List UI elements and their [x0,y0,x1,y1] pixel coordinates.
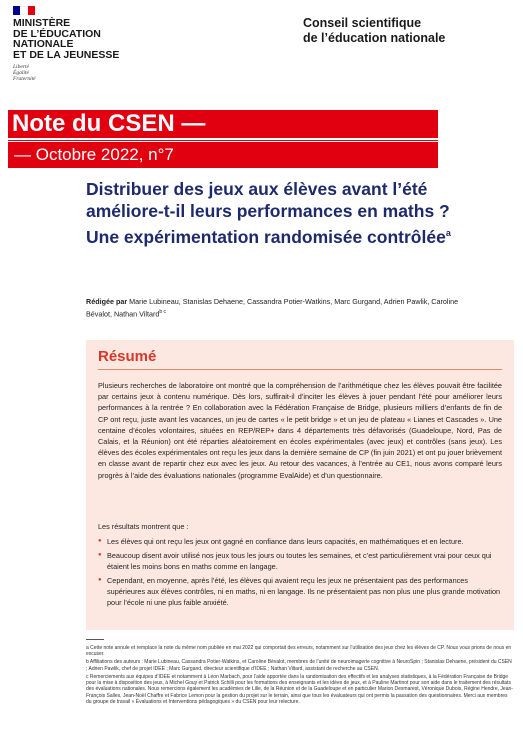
banner-divider [8,140,438,141]
french-flag-icon [13,6,35,15]
flag-blue-stripe [13,6,20,15]
result-item: ● Les élèves qui ont reçu les jeux ont gagné en confiance dans leurs capacités, en mathématiques et en lecture. [98,536,502,547]
article-authors [86,296,486,319]
summary-box [86,340,514,630]
republic-motto: Liberté Égalité Fraternité [13,64,36,83]
authors-footnote-ref: b c [159,309,167,315]
article-title-text: Distribuer des jeux aux élèves avant l’été améliore-t-il leurs performances en maths ? Une expérimentation randomisée contrôlée [86,179,450,247]
page-header [0,0,523,100]
note-banner [0,110,523,170]
note-title: Note du CSEN — [8,110,438,138]
footnotes [86,645,514,707]
results-list [98,536,502,611]
note-date: — Octobre 2022, n°7 [8,142,438,168]
article-title [86,178,486,248]
footnote-a: a Cette note annule et remplace la note du même nom publiée en mai 2022 qui comportait des erreurs, notamment sur l’utilisation des jeux chez les élèves de CP. Nous vous prions de nous en excuser. [86,645,512,658]
authors-prefix: Rédigée par [86,297,128,306]
results-intro: Les résultats montrent que : [98,522,189,531]
summary-body: Plusieurs recherches de laboratoire ont montré que la compréhension de l’arithmétique chez les élèves pouvait être facilitée par certains jeux à contenu numérique. Dès lors, suffirait-il d’inciter les élèves à jouer pendant l’été pour améliorer leurs performances à la rentrée ? En collaboration avec la Fédération Française de Bridge, plusieurs milliers d’enfants de fin de CP ont reçu, juste avant les vacances, un jeu de cartes « le petit bridge » et un jeu de plateau « Lianes et Cascades ». Une centaine d’écoles volontaires, situées en REP/REP+ dans 4 départements très défavorisés (Guadeloupe, Nord, Pas de Calais, et la Réunion) ont été réparties aléatoirement en écoles expérimentales (avec jeux) et contrôles (sans jeux). Les élèves des écoles expérimentales ont reçu les jeux dans la dernière semaine de CP (fin juin 2021) et ont pu jouer brièvement en classe avant de repartir chez eux avec les jeux. Au retour des vacances, à l’entrée au CE1, nous avons comparé leurs progrès à l’aide des évaluations nationales (programme EvalAide) et d’un questionnaire. [98,381,502,480]
authors-list: Marie Lubineau, Stanislas Dehaene, Cassandra Potier-Watkins, Marc Gurgand, Adrien Pawlik, Caroline Bévalot, Nathan Viltard [86,297,459,319]
council-name: Conseil scientifique de l’éducation nationale [303,16,446,45]
flag-white-stripe [20,6,27,15]
footnote-b: b Affiliations des auteurs : Marie Lubineau, Cassandra Potier-Watkins, et Caroline Bévalot, membres de l’unité de neuroimagerie cognitive à NeuroSpin ; Stanislas Dehaene, président du CSEN ; Adrien Pawlik, chef de projet IDEE ; Marc Gurgand, directeur scientifique d’IDEE ; Nathan Viltard, assistant de recherche au CSEN. [86,659,512,672]
footnote-c: c Remerciements aux équipes d’IDEE et notamment à Léon Marbach, pour l’aide apportée dans la randomisation des effectifs et les analyses statistiques, à la Fédération Française de Bridge pour la mise à disposition des jeux, à Michel Gouy et Patrick Schilli pour les formations des enseignants et les idées de jeux, et à Pauline Martinot pour son aide dans le traitement des résultats des évaluations nationales. Nous remercions également les académies de Lille, de la Réunion et de la Guadeloupe et en particulier Marion Desmarest, Véronique Dubois, Régine Hendre, Jean-François Salles, Jean-Noël Chaffre et Fabrice Lemon pour la gestion du projet sur le terrain, ainsi que tous les évaluateurs qui ont permis la passation des questionnaires. Merci aux membres du groupe de travail « Évaluations et Interventions pédagogiques » du CSEN pour leur relecture. [86,673,513,706]
footnote-divider [86,639,104,640]
summary-divider [98,369,502,370]
title-footnote-ref: a [445,228,451,238]
flag-red-stripe [28,6,35,15]
summary-heading: Résumé [98,348,157,365]
result-item: ● Cependant, en moyenne, après l’été, les élèves qui avaient reçu les jeux ne présentaient pas des performances supérieures aux élèves contrôles, ni en maths, ni en langage. Ils ne présentaient pas non plus une plus grande motivation pour l’école ni une plus faible anxiété. [98,575,502,608]
ministry-name: MINISTÈRE DE L’ÉDUCATION NATIONALE ET DE LA JEUNESSE [13,17,120,61]
result-item: ● Beaucoup disent avoir utilisé nos jeux tous les jours ou toutes les semaines, et c’est particulièrement vrai pour ceux qui étaient les moins bons en maths comme en langage. [98,550,502,572]
